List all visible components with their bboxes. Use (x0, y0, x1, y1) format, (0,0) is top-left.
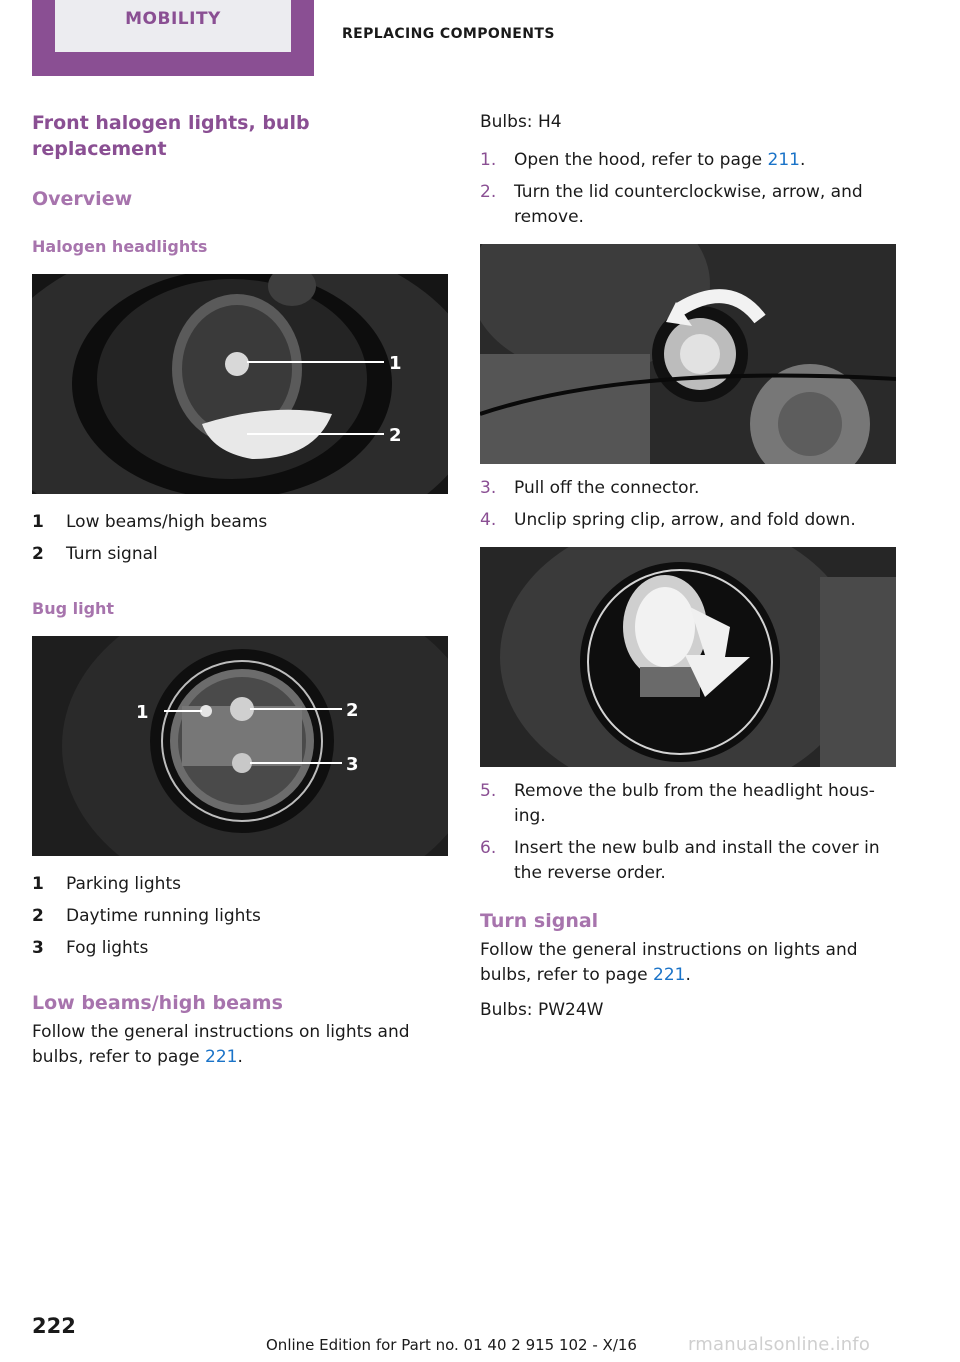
low-beams-heading: Low beams/high beams (32, 992, 283, 1014)
bug-light-photo (32, 636, 448, 856)
steps-list-a (480, 148, 896, 230)
step-item (480, 836, 896, 886)
overview-heading: Overview (32, 188, 133, 210)
step-text: Open the hood, refer to page 211. (514, 150, 806, 170)
headlights-heading: Halogen headlights (32, 237, 208, 256)
step-item (480, 180, 896, 230)
legend-item (32, 868, 448, 900)
section-title: REPLACING COMPONENTS (342, 26, 555, 42)
headlight-callout-2: 2 (389, 425, 402, 446)
step-number: 5. (480, 781, 497, 801)
bulbs-h4-label: Bulbs: H4 (480, 112, 562, 132)
headlight-photo (32, 274, 448, 494)
legend-item (32, 506, 448, 538)
legend-number: 3 (32, 938, 44, 958)
edition-note: Online Edition for Part no. 01 40 2 915 102 - X/16 (266, 1336, 637, 1354)
legend-text: Turn signal (66, 544, 158, 564)
turn-signal-text: Follow the general instructions on lights and bulbs, refer to page (480, 940, 858, 985)
chapter-tab-label: MOBILITY (55, 0, 291, 52)
step-number: 6. (480, 838, 497, 858)
bug-light-heading: Bug light (32, 599, 115, 618)
step-number: 1. (480, 150, 497, 170)
bug-light-legend (32, 868, 448, 964)
turn-signal-heading: Turn signal (480, 910, 599, 932)
steps-list-b (480, 476, 896, 533)
headlights-legend (32, 506, 448, 570)
legend-number: 1 (32, 512, 44, 532)
legend-item (32, 538, 448, 570)
step-number: 4. (480, 510, 497, 530)
step-item (480, 148, 896, 173)
legend-number: 1 (32, 874, 44, 894)
step-text: Insert the new bulb and install the cover in the reverse order. (514, 838, 880, 883)
legend-text: Low beams/high beams (66, 512, 268, 532)
headlight-lid-photo (480, 244, 896, 464)
legend-text: Parking lights (66, 874, 181, 894)
legend-text: Fog lights (66, 938, 149, 958)
low-beams-text: Follow the general instructions on lights and bulbs, refer to page (32, 1022, 410, 1067)
spring-clip-photo (480, 547, 896, 767)
bug-callout-3: 3 (346, 754, 359, 775)
low-beams-text-end: . (237, 1047, 243, 1067)
bulbs-pw24w-label: Bulbs: PW24W (480, 1000, 604, 1020)
chapter-tab (32, 0, 314, 76)
steps-list-c (480, 779, 896, 886)
turn-signal-paragraph (480, 938, 896, 988)
legend-item (32, 900, 448, 932)
step-text: Turn the lid counterclockwise, arrow, and remove. (514, 182, 863, 227)
step-text: Pull off the connector. (514, 478, 700, 498)
legend-item (32, 932, 448, 964)
turn-signal-text-end: . (685, 965, 691, 985)
step-number: 3. (480, 478, 497, 498)
headlight-callout-1: 1 (389, 353, 402, 374)
hood-page-link[interactable]: 211 (767, 150, 800, 170)
step-item (480, 476, 896, 501)
low-beams-page-link[interactable]: 221 (205, 1047, 238, 1067)
page-title: Front halogen lights, bulb replacement (32, 112, 310, 160)
legend-text: Daytime running lights (66, 906, 261, 926)
bug-callout-2: 2 (346, 700, 359, 721)
step-item (480, 508, 896, 533)
low-beams-paragraph (32, 1020, 448, 1070)
right-column (480, 110, 896, 1023)
bug-callout-1: 1 (136, 702, 149, 723)
legend-number: 2 (32, 906, 44, 926)
watermark: rmanualsonline.info (688, 1334, 871, 1355)
step-item (480, 779, 896, 829)
legend-number: 2 (32, 544, 44, 564)
turn-signal-page-link[interactable]: 221 (653, 965, 686, 985)
step-text: Unclip spring clip, arrow, and fold down. (514, 510, 856, 530)
left-column (32, 110, 448, 1070)
step-number: 2. (480, 182, 497, 202)
step-text: Remove the bulb from the headlight hous‐ing. (514, 781, 875, 826)
page-number: 222 (32, 1314, 76, 1338)
